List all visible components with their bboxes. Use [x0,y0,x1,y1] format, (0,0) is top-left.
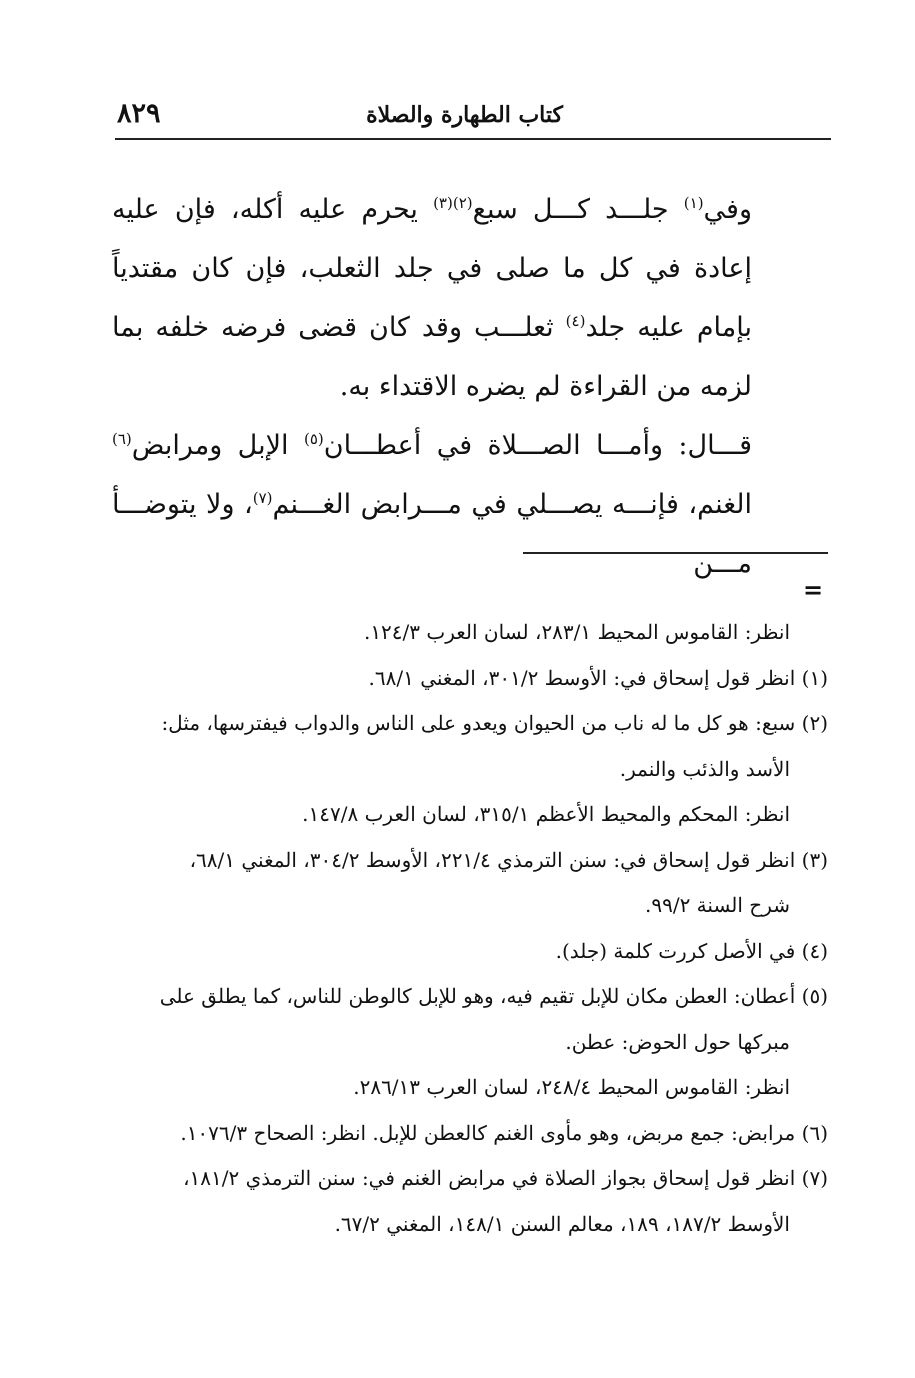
footnote-2-source: انظر: المحكم والمحيط الأعظم ٣١٥/١، لسان العرب ١٤٧/٨. [302,802,790,826]
footnote-1: (١) انظر قول إسحاق في: الأوسط ٣٠١/٢، المغني ٦٨/١. [368,665,828,690]
footnote-marker-6: (٦) [112,430,132,448]
footnote-6: (٦) مرابض: جمع مربض، وهو مأوى الغنم كالعطن للإبل. انظر: الصحاح ١٠٧٦/٣. [180,1120,828,1145]
footnote-4: (٤) في الأصل كررت كلمة (جلد). [555,938,828,963]
page-header [115,98,831,140]
footnote-2: (٢) سبع: هو كل ما له ناب من الحيوان ويعدو على الناس والدواب فيفترسها، مثل: [161,711,828,735]
main-text [112,180,752,593]
footnotes [108,610,828,1247]
footnote-marker-7: (٧) [252,489,273,507]
footnote-marker-2-3: (٢)(٣) [433,194,473,212]
footnote-marker-4: (٤) [565,312,586,330]
paragraph-2 [112,416,752,593]
text-segment: الغنم، فإنـــه يصـــلي في مـــرابض الغـــنم [272,489,753,520]
text-segment: جلـــد كـــل سبع [472,194,684,225]
page-number: ٨٢٩ [117,98,161,129]
paragraph-1 [112,180,752,416]
footnote-7: (٧) انظر قول إسحاق بجواز الصلاة في مرابض الغنم في: سنن الترمذي ١٨١/٢، [183,1166,828,1190]
footnote-5-source: انظر: القاموس المحيط ٢٤٨/٤، لسان العرب ٢٨٦/١٣. [353,1075,790,1099]
footnote-3-continued: شرح السنة ٩٩/٢. [645,893,790,917]
footnote-line: انظر: القاموس المحيط ٢٨٣/١، لسان العرب ١٢٤/٣. [363,620,790,644]
footnote-marker-1: (١) [683,194,704,212]
text-segment: قـــال: وأمـــا الصـــلاة في أعطـــان [323,430,752,461]
text-segment: وفي [703,194,752,225]
footnote-3: (٣) انظر قول إسحاق في: سنن الترمذي ٢٢١/٤، الأوسط ٣٠٤/٢، المغني ٦٨/١، [189,847,828,872]
continued-mark: = [803,575,824,604]
text-segment: ثعلـــب وقد كان قضى فرضه خلفه بما لزمه من القراءة لم يضره الاقتداء به. [112,312,752,402]
footnote-5: (٥) أعطان: العطن مكان للإبل تقيم فيه، وهو للإبل كالوطن للناس، كما يطلق على [159,984,828,1008]
text-segment: يحرم عليه أكله، فإن عليه إعادة في كل ما صلى في جلد الثعلب، فإن كان مقتدياً بإمام عليه جلد [112,194,752,343]
footnote-separator [523,552,828,554]
text-segment: الإبل ومرابض [131,430,304,461]
footnote-7-continued: الأوسط ١٨٧/٢، ١٨٩، معالم السنن ١٤٨/١، المغني ٦٧/٢. [334,1211,790,1236]
footnote-marker-5: (٥) [303,430,324,448]
footnote-5-continued: مبركها حول الحوض: عطن. [565,1029,790,1054]
footnote-2-continued: الأسد والذئب والنمر. [619,756,790,781]
text-segment: ، ولا يتوضـــأ مـــن [112,489,752,579]
running-title: كتاب الطهارة والصلاة [366,102,563,128]
